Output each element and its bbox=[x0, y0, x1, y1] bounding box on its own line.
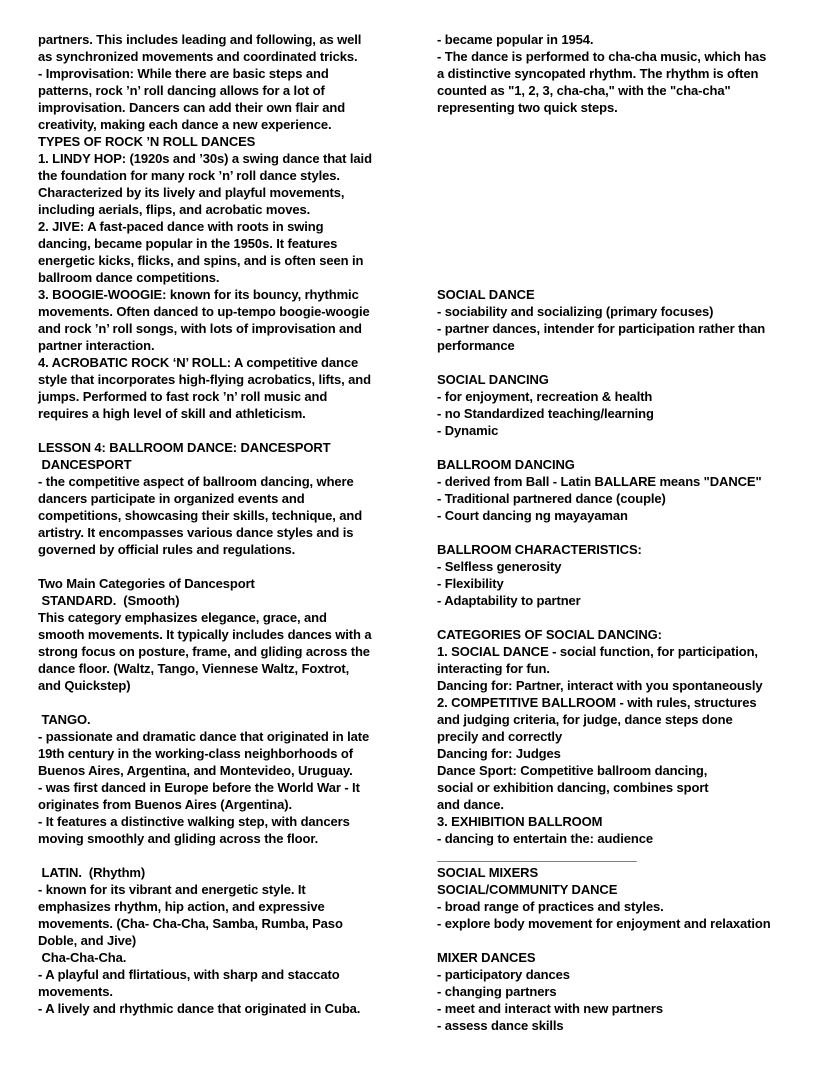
text-line: originates from Buenos Aires (Argentina). bbox=[38, 797, 293, 812]
text-line: - derived from Ball - Latin BALLARE means "DANCE" bbox=[437, 474, 762, 489]
text-line bbox=[38, 847, 408, 864]
text-line bbox=[437, 269, 807, 286]
text-line: movements. Often danced to up-tempo boogie-woogie bbox=[38, 304, 370, 319]
text-line: as synchronized movements and coordinated tricks. bbox=[38, 49, 358, 64]
text-line: competitions, showcasing their skills, technique, and bbox=[38, 508, 363, 523]
text-line: performance bbox=[437, 338, 515, 353]
text-line: 3. BOOGIE-WOOGIE: known for its bouncy, rhythmic bbox=[38, 287, 359, 302]
text-line bbox=[437, 218, 807, 235]
text-line: partners. This includes leading and following, as well bbox=[38, 32, 362, 47]
text-line: - Selfless generosity bbox=[437, 559, 562, 574]
text-line bbox=[437, 150, 807, 167]
text-line: precily and correctly bbox=[437, 729, 563, 744]
text-line: style that incorporates high-flying acrobatics, lifts, and bbox=[38, 372, 371, 387]
text-line: CATEGORIES OF SOCIAL DANCING: bbox=[437, 627, 662, 642]
left-column bbox=[38, 31, 408, 1017]
text-line: requires a high level of skill and athleticism. bbox=[38, 406, 306, 421]
text-line: Dancing for: Judges bbox=[437, 746, 561, 761]
text-line: BALLROOM CHARACTERISTICS: bbox=[437, 542, 642, 557]
text-line: Two Main Categories of Dancesport bbox=[38, 576, 255, 591]
text-line: jumps. Performed to fast rock ’n’ roll music and bbox=[38, 389, 328, 404]
text-line bbox=[437, 932, 807, 949]
text-line bbox=[38, 422, 408, 439]
text-line: 19th century in the working-class neighborhoods of bbox=[38, 746, 353, 761]
text-line: Cha-Cha-Cha. bbox=[38, 950, 127, 965]
text-line: LATIN. (Rhythm) bbox=[38, 865, 146, 880]
text-line: - became popular in 1954. bbox=[437, 32, 594, 47]
text-line: creativity, making each dance a new experience. bbox=[38, 117, 332, 132]
text-line: ____________________________ bbox=[437, 848, 637, 863]
text-line bbox=[437, 354, 807, 371]
text-line bbox=[437, 133, 807, 150]
text-line: and dance. bbox=[437, 797, 504, 812]
text-line: 3. EXHIBITION BALLROOM bbox=[437, 814, 603, 829]
text-line: - Improvisation: While there are basic steps and bbox=[38, 66, 329, 81]
text-line: social or exhibition dancing, combines sport bbox=[437, 780, 709, 795]
text-line: - passionate and dramatic dance that originated in late bbox=[38, 729, 370, 744]
text-line: representing two quick steps. bbox=[437, 100, 618, 115]
text-line: including aerials, flips, and acrobatic moves. bbox=[38, 202, 311, 217]
text-line bbox=[437, 235, 807, 252]
text-line: BALLROOM DANCING bbox=[437, 457, 575, 472]
text-line: movements. (Cha- Cha-Cha, Samba, Rumba, Paso bbox=[38, 916, 343, 931]
text-line: - explore body movement for enjoyment and relaxation bbox=[437, 916, 771, 931]
text-line bbox=[437, 439, 807, 456]
text-line: movements. bbox=[38, 984, 113, 999]
text-line: 2. COMPETITIVE BALLROOM - with rules, structures bbox=[437, 695, 757, 710]
text-line: Dance Sport: Competitive ballroom dancing, bbox=[437, 763, 708, 778]
right-column bbox=[437, 31, 807, 1034]
text-line: dancing, became popular in the 1950s. It features bbox=[38, 236, 338, 251]
text-line bbox=[437, 201, 807, 218]
text-line: - Dynamic bbox=[437, 423, 499, 438]
text-line: - changing partners bbox=[437, 984, 557, 999]
text-line bbox=[437, 184, 807, 201]
text-line: partner interaction. bbox=[38, 338, 155, 353]
text-line: SOCIAL/COMMUNITY DANCE bbox=[437, 882, 618, 897]
text-line: - Flexibility bbox=[437, 576, 504, 591]
text-line: smooth movements. It typically includes dances with a bbox=[38, 627, 372, 642]
text-line: 2. JIVE: A fast-paced dance with roots in swing bbox=[38, 219, 324, 234]
text-line: - A lively and rhythmic dance that originated in Cuba. bbox=[38, 1001, 361, 1016]
text-line: a distinctive syncopated rhythm. The rhythm is often bbox=[437, 66, 759, 81]
text-line: - was first danced in Europe before the World War - It bbox=[38, 780, 360, 795]
text-line: and judging criteria, for judge, dance steps done bbox=[437, 712, 733, 727]
text-line: governed by official rules and regulations. bbox=[38, 542, 296, 557]
text-line bbox=[437, 609, 807, 626]
text-line: 1. LINDY HOP: (1920s and ’30s) a swing dance that laid bbox=[38, 151, 372, 166]
text-line: - for enjoyment, recreation & health bbox=[437, 389, 653, 404]
text-line: - meet and interact with new partners bbox=[437, 1001, 664, 1016]
text-line: - no Standardized teaching/learning bbox=[437, 406, 654, 421]
text-line: - the competitive aspect of ballroom dancing, where bbox=[38, 474, 354, 489]
text-line: DANCESPORT bbox=[38, 457, 132, 472]
text-line: artistry. It encompasses various dance styles and is bbox=[38, 525, 354, 540]
text-line: dance floor. (Waltz, Tango, Viennese Waltz, Foxtrot, bbox=[38, 661, 350, 676]
text-line: STANDARD. (Smooth) bbox=[38, 593, 180, 608]
text-line: - broad range of practices and styles. bbox=[437, 899, 664, 914]
text-line: - A playful and flirtatious, with sharp and staccato bbox=[38, 967, 340, 982]
text-line: TYPES OF ROCK ’N ROLL DANCES bbox=[38, 134, 256, 149]
text-line: - Adaptability to partner bbox=[437, 593, 581, 608]
text-line: - The dance is performed to cha-cha music, which has bbox=[437, 49, 767, 64]
text-line: Dancing for: Partner, interact with you spontaneously bbox=[437, 678, 763, 693]
text-line: patterns, rock ’n’ roll dancing allows for a lot of bbox=[38, 83, 325, 98]
text-line: - Traditional partnered dance (couple) bbox=[437, 491, 666, 506]
text-line: LESSON 4: BALLROOM DANCE: DANCESPORT bbox=[38, 440, 331, 455]
text-line: the foundation for many rock ’n’ roll dance styles. bbox=[38, 168, 340, 183]
text-line: improvisation. Dancers can add their own flair and bbox=[38, 100, 346, 115]
text-line bbox=[437, 167, 807, 184]
text-line: SOCIAL DANCE bbox=[437, 287, 535, 302]
text-line: interacting for fun. bbox=[437, 661, 550, 676]
text-line: dancers participate in organized events and bbox=[38, 491, 305, 506]
text-line: - Court dancing ng mayayaman bbox=[437, 508, 628, 523]
text-line: counted as "1, 2, 3, cha-cha," with the "cha-cha" bbox=[437, 83, 731, 98]
text-line bbox=[38, 558, 408, 575]
text-line: - It features a distinctive walking step, with dancers bbox=[38, 814, 350, 829]
text-line: energetic kicks, flicks, and spins, and is often seen in bbox=[38, 253, 364, 268]
text-line: - participatory dances bbox=[437, 967, 570, 982]
text-line: and rock ’n’ roll songs, with lots of improvisation and bbox=[38, 321, 362, 336]
text-line: strong focus on posture, frame, and gliding across the bbox=[38, 644, 370, 659]
text-line: 4. ACROBATIC ROCK ‘N’ ROLL: A competitive dance bbox=[38, 355, 359, 370]
text-line: - partner dances, intender for participation rather than bbox=[437, 321, 766, 336]
text-line bbox=[38, 694, 408, 711]
text-line: SOCIAL DANCING bbox=[437, 372, 549, 387]
text-line: This category emphasizes elegance, grace, and bbox=[38, 610, 327, 625]
text-line: - sociability and socializing (primary focuses) bbox=[437, 304, 714, 319]
text-line: moving smoothly and gliding across the floor. bbox=[38, 831, 319, 846]
text-line bbox=[437, 524, 807, 541]
text-line: - dancing to entertain the: audience bbox=[437, 831, 653, 846]
text-line: - assess dance skills bbox=[437, 1018, 564, 1033]
text-line: emphasizes rhythm, hip action, and expressive bbox=[38, 899, 325, 914]
text-line: - known for its vibrant and energetic style. It bbox=[38, 882, 306, 897]
text-line: Characterized by its lively and playful movements, bbox=[38, 185, 345, 200]
text-line: Buenos Aires, Argentina, and Montevideo, Uruguay. bbox=[38, 763, 353, 778]
text-line bbox=[437, 252, 807, 269]
text-line: and Quickstep) bbox=[38, 678, 131, 693]
text-line: TANGO. bbox=[38, 712, 91, 727]
text-line: 1. SOCIAL DANCE - social function, for participation, bbox=[437, 644, 758, 659]
text-line bbox=[437, 116, 807, 133]
text-line: ballroom dance competitions. bbox=[38, 270, 220, 285]
text-line: SOCIAL MIXERS bbox=[437, 865, 539, 880]
text-line: MIXER DANCES bbox=[437, 950, 536, 965]
text-line: Doble, and Jive) bbox=[38, 933, 137, 948]
